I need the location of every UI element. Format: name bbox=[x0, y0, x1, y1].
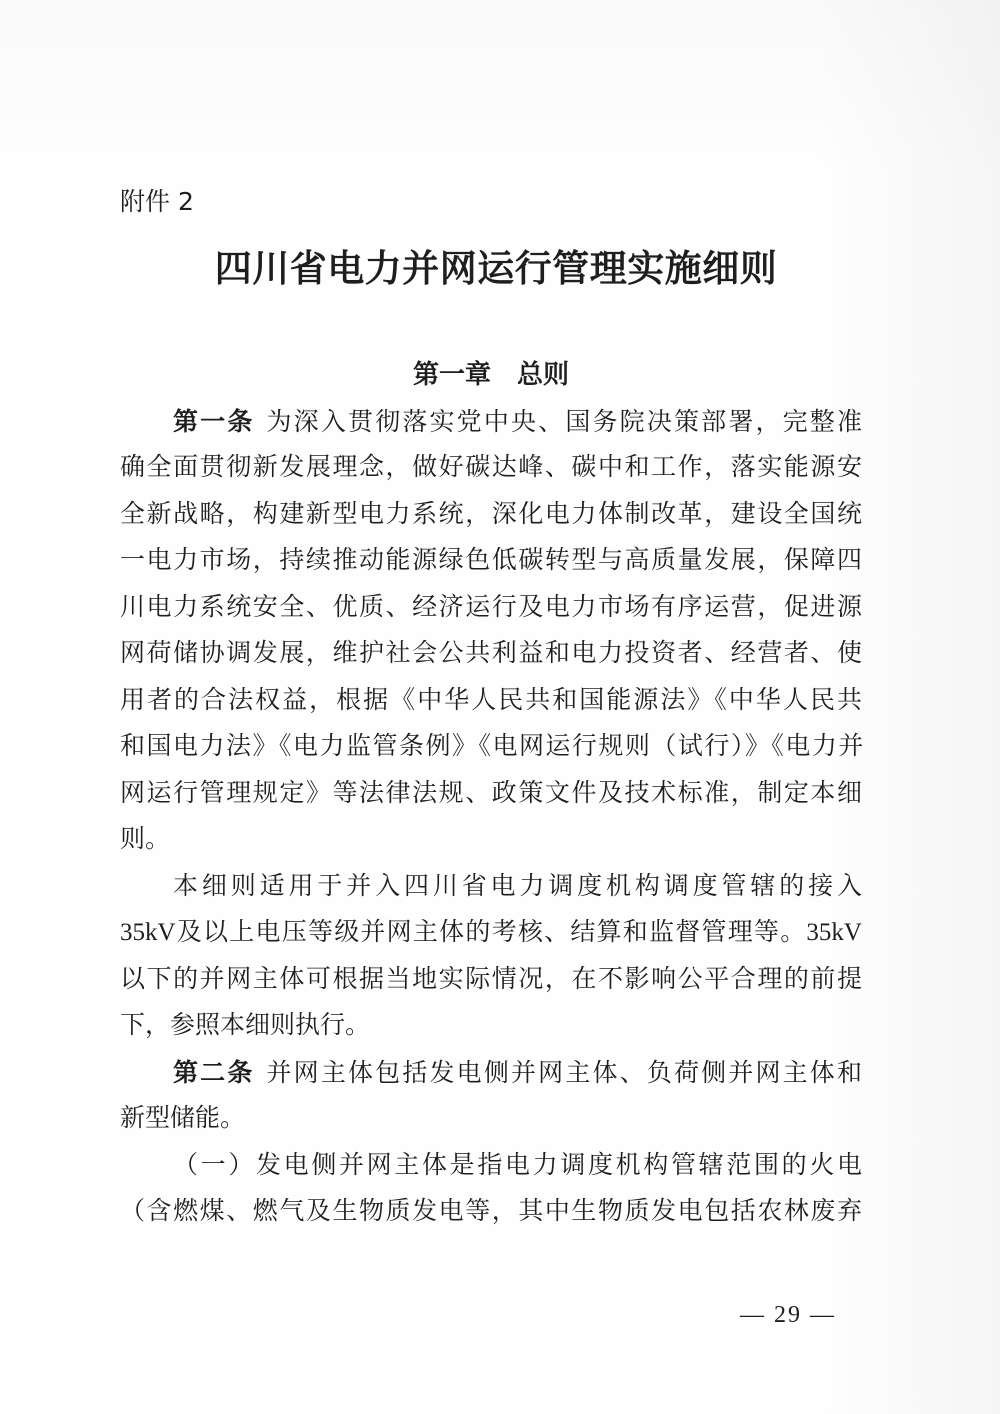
text-line: （含燃煤、燃气及生物质发电等，其中生物质发电包括农林废弃 bbox=[120, 1198, 862, 1225]
text-line: 以下的并网主体可根据当地实际情况，在不影响公平合理的前提 bbox=[120, 965, 862, 993]
text-line: 本细则适用于并入四川省电力调度机构调度管辖的接入 bbox=[173, 872, 862, 900]
text-line: 35kV及以上电压等级并网主体的考核、结算和监督管理等。35kV bbox=[120, 919, 862, 946]
text-line: 全新战略，构建新型电力系统，深化电力体制改革，建设全国统 bbox=[120, 500, 862, 528]
article-1-paragraph bbox=[120, 399, 862, 864]
text-line: 网荷储协调发展，维护社会公共利益和电力投资者、经营者、使 bbox=[120, 640, 862, 667]
text-line: （一）发电侧并网主体是指电力调度机构管辖范围的火电 bbox=[173, 1151, 862, 1179]
document-body bbox=[120, 352, 862, 1236]
text-line: 确全面贯彻新发展理念，做好碳达峰、碳中和工作，落实能源安 bbox=[120, 454, 862, 481]
text-line: 下，参照本细则执行。 bbox=[120, 1012, 371, 1039]
text-line: 川电力系统安全、优质、经济运行及电力市场有序运营，促进源 bbox=[120, 593, 862, 621]
scope-paragraph bbox=[120, 864, 862, 1050]
article-label: 第二条 bbox=[173, 1057, 255, 1087]
text-line: 和国电力法》《电力监管条例》《电网运行规则（试行）》《电力并 bbox=[120, 733, 862, 760]
text-line bbox=[120, 1050, 862, 1097]
article-2-paragraph bbox=[120, 1050, 862, 1143]
text-line: 新型储能。 bbox=[120, 1105, 246, 1132]
item-1-paragraph bbox=[120, 1143, 862, 1236]
chapter-heading: 第一章 总则 bbox=[412, 360, 569, 390]
article-label: 第一条 bbox=[173, 406, 255, 436]
document-title: 四川省电力并网运行管理实施细则 bbox=[214, 246, 778, 290]
text-line: 用者的合法权益，根据《中华人民共和国能源法》《中华人民共 bbox=[120, 686, 862, 714]
text-line: 网运行管理规定》等法律法规、政策文件及技术标准，制定本细 bbox=[120, 779, 862, 807]
line-text: 并网主体包括发电侧并网主体、负荷侧并网主体和 bbox=[266, 1059, 862, 1087]
text-line: 则。 bbox=[120, 826, 171, 853]
page-number: — 29 — bbox=[740, 1302, 836, 1328]
text-line: 一电力市场，持续推动能源绿色低碳转型与高质量发展，保障四 bbox=[120, 547, 862, 574]
text-line bbox=[120, 399, 862, 446]
attachment-label: 附件 2 bbox=[120, 187, 194, 216]
line-text: 为深入贯彻落实党中央、国务院决策部署，完整准 bbox=[266, 408, 862, 436]
